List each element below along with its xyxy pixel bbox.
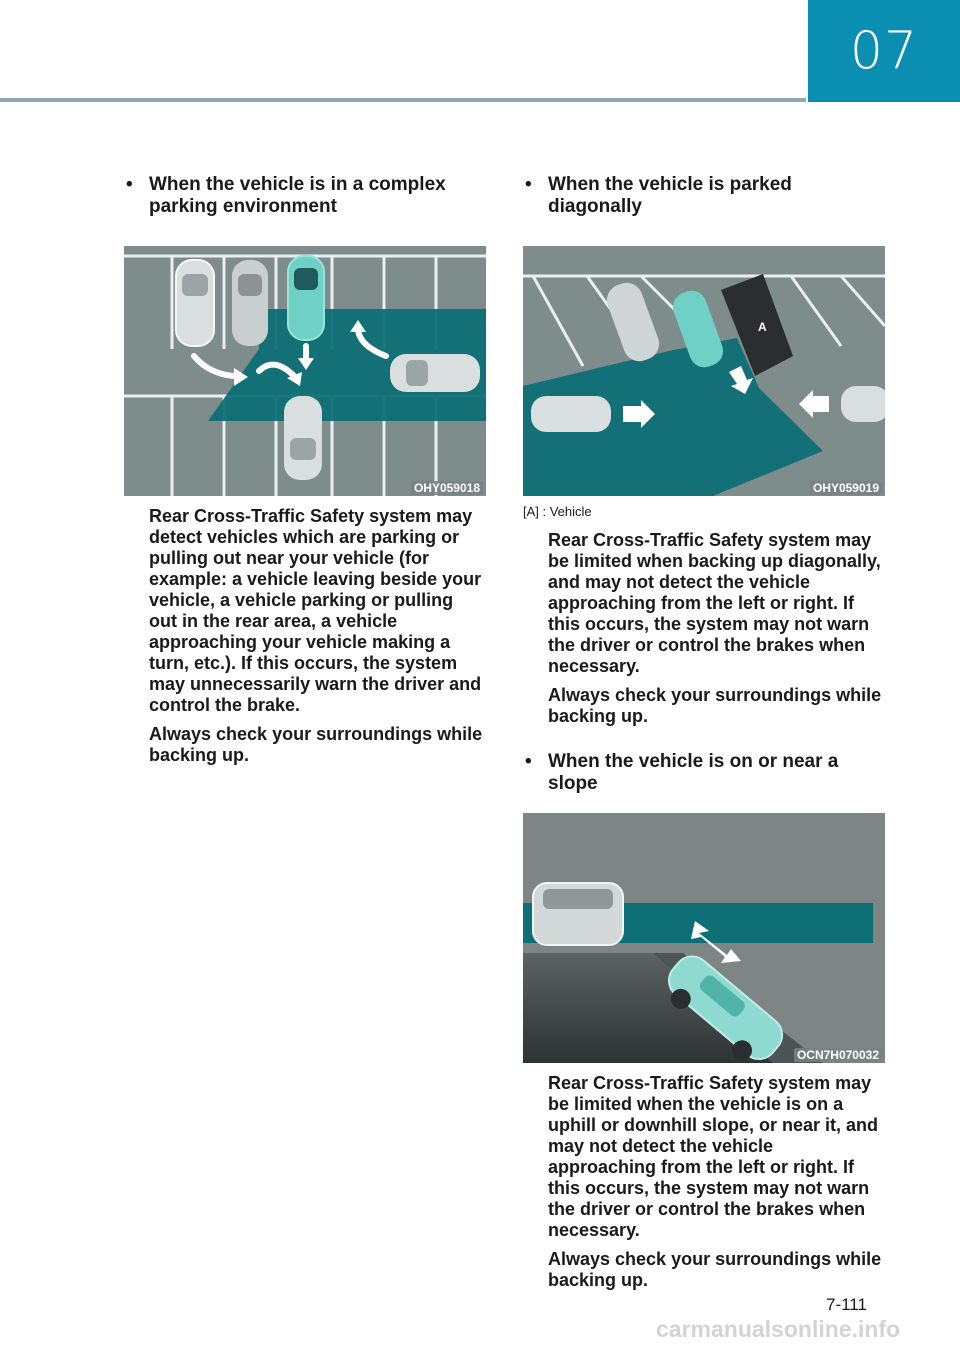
slope-illustration bbox=[523, 813, 885, 1063]
figure-code: OCN7H070032 bbox=[794, 1048, 882, 1062]
header-rule bbox=[0, 98, 806, 102]
figure-complex-parking bbox=[124, 246, 486, 496]
complex-parking-illustration bbox=[124, 246, 486, 496]
section-heading-complex-parking: • When the vehicle is in a complex parking environment bbox=[126, 174, 446, 217]
chapter-number: 07 bbox=[849, 21, 919, 81]
bullet-glyph: • bbox=[126, 174, 133, 195]
paragraph: Rear Cross-Traffic Safety system may be limited when the vehicle is on a uphill or downhill slope, or near it, and may not detect the vehicle approaching from the left or right. If this occurs, the system may not warn the driver or control the brakes when necessary. bbox=[548, 1073, 879, 1240]
diagonal-parking-illustration bbox=[523, 246, 885, 496]
vehicle-label-a: A bbox=[758, 320, 767, 334]
chapter-tab bbox=[808, 0, 960, 102]
bullet-glyph: • bbox=[525, 174, 532, 195]
paragraph: Always check your surroundings while backing up. bbox=[548, 685, 882, 726]
section-heading-parked-diagonally: • When the vehicle is parked diagonally bbox=[525, 174, 792, 217]
left-column bbox=[124, 174, 486, 766]
section-heading-slope: • When the vehicle is on or near a slope bbox=[525, 751, 839, 794]
right-column bbox=[523, 174, 885, 1291]
bullet-glyph: • bbox=[525, 751, 532, 772]
figure-slope bbox=[523, 813, 885, 1063]
paragraph: Always check your surroundings while backing up. bbox=[548, 1249, 882, 1290]
figure-code: OHY059019 bbox=[810, 481, 882, 495]
page-number: 7-111 bbox=[826, 1295, 867, 1314]
paragraph: Rear Cross-Traffic Safety system may be limited when backing up diagonally, and may not detect the vehicle approaching from the left or right. If this occurs, the system may not warn the driver or control the brakes when necessary. bbox=[548, 530, 881, 676]
figure-parked-diagonally bbox=[523, 246, 885, 496]
watermark: carmanualsonline.info bbox=[656, 1316, 901, 1342]
paragraph: Rear Cross-Traffic Safety system may detect vehicles which are parking or pulling out near your vehicle (for example: a vehicle leaving beside your vehicle, a vehicle parking or pulling out in the rear area, a vehicle approaching your vehicle making a turn, etc.). If this occurs, the system may unnecessarily warn the driver and control the brake. bbox=[149, 506, 482, 715]
paragraph: Always check your surroundings while backing up. bbox=[149, 724, 483, 765]
figure-code: OHY059018 bbox=[411, 481, 483, 495]
figure-caption: [A] : Vehicle bbox=[523, 504, 592, 519]
